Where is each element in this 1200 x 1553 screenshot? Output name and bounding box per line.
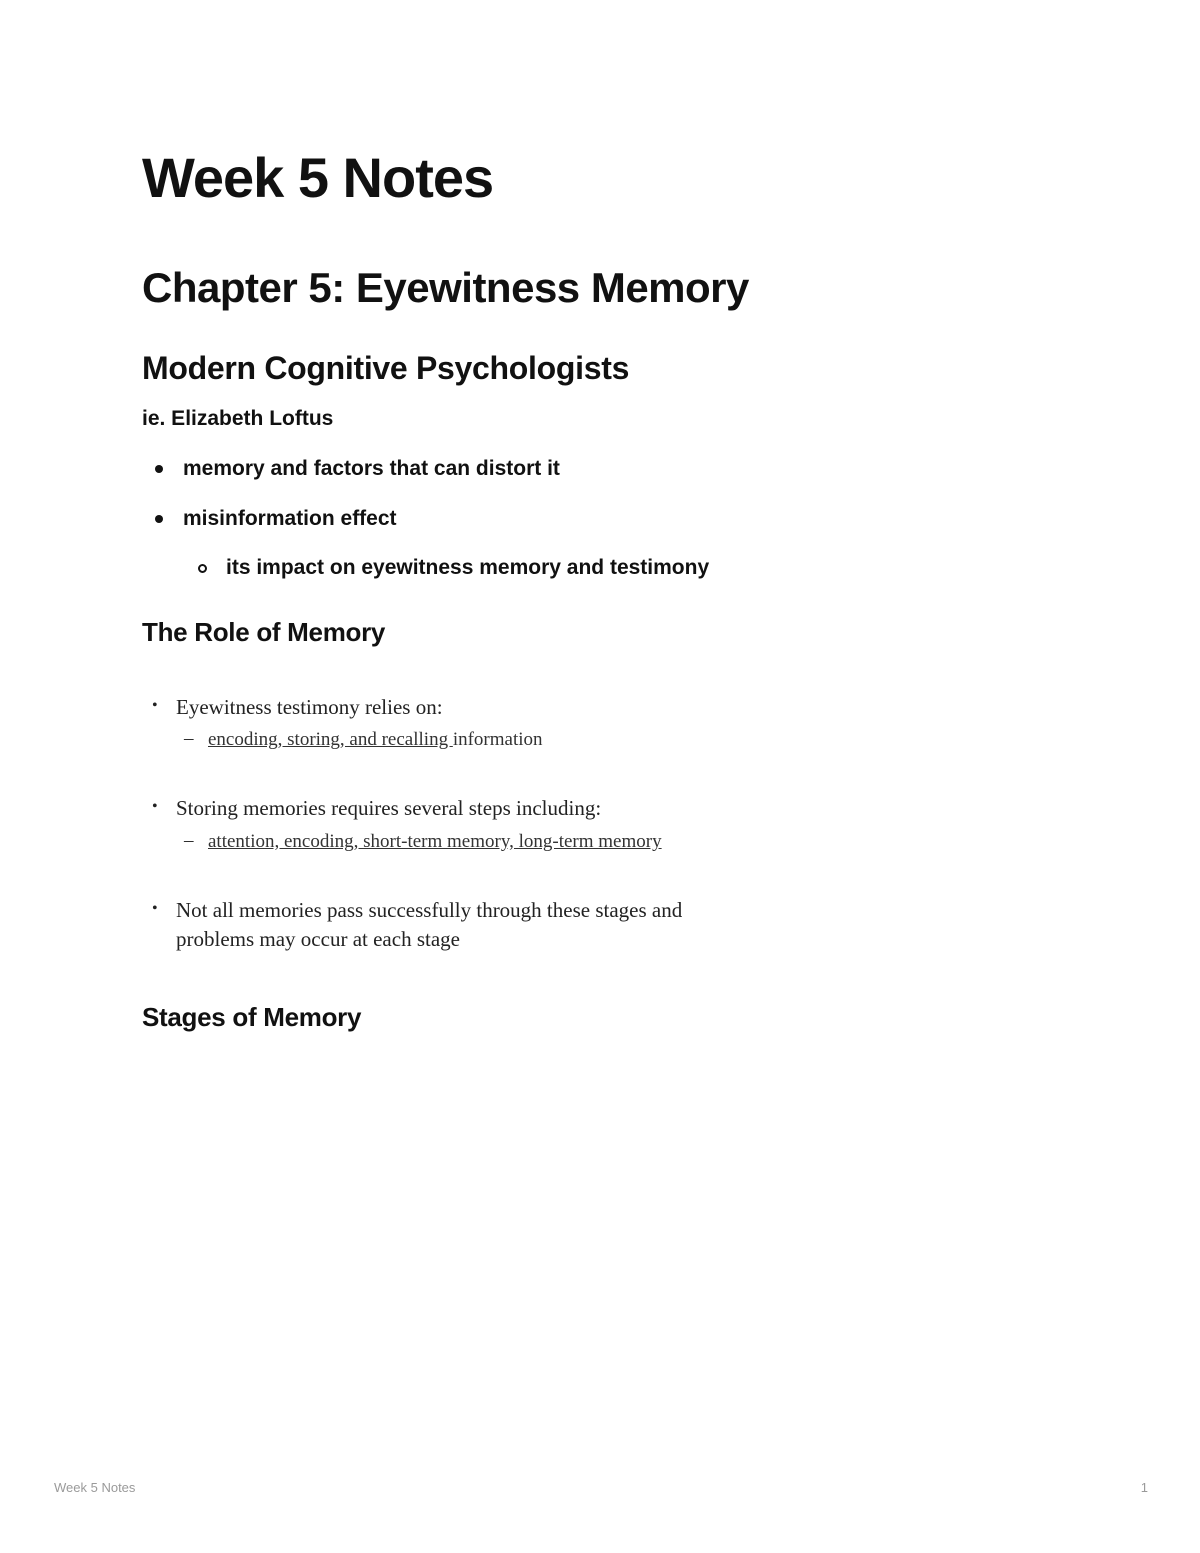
slide-bullet-icon: • xyxy=(152,798,158,815)
slide-dash-icon: – xyxy=(184,728,194,749)
slide-sub-rest: information xyxy=(452,729,543,750)
slide-bullet-icon: • xyxy=(152,900,158,917)
slide-bullet-text: problems may occur at each stage xyxy=(176,927,460,951)
chapter-heading: Chapter 5: Eyewitness Memory xyxy=(142,264,749,311)
page-title: Week 5 Notes xyxy=(142,146,494,209)
slide-bullet-text: Storing memories requires several steps including: xyxy=(176,796,602,820)
slide-bullet-text: Not all memories pass successfully through these stages and xyxy=(176,898,683,922)
slide-sub-underlined: encoding, storing, and recalling xyxy=(208,729,453,750)
bullet-dot-icon xyxy=(155,515,163,523)
slide-dash-icon: – xyxy=(184,830,194,851)
footer-title: Week 5 Notes xyxy=(54,1480,136,1495)
list-item: memory and factors that can distort it xyxy=(183,457,560,480)
role-of-memory-heading: The Role of Memory xyxy=(142,617,386,647)
section-heading: Modern Cognitive Psychologists xyxy=(142,350,630,386)
slide-bullet-icon: • xyxy=(152,697,158,714)
sub-list-item: its impact on eyewitness memory and testimony xyxy=(226,556,710,579)
bullet-dot-icon xyxy=(155,465,163,473)
intro-line: ie. Elizabeth Loftus xyxy=(142,407,334,430)
list-item: misinformation effect xyxy=(183,507,397,530)
bullet-circle-icon xyxy=(198,564,207,573)
slide-sub-text xyxy=(208,727,543,753)
slide-sub-underlined: attention, encoding, short-term memory, long-term memory xyxy=(208,831,662,852)
stages-of-memory-heading: Stages of Memory xyxy=(142,1002,362,1032)
page-number: 1 xyxy=(1140,1480,1148,1495)
slide-bullet-text: Eyewitness testimony relies on: xyxy=(176,695,443,719)
